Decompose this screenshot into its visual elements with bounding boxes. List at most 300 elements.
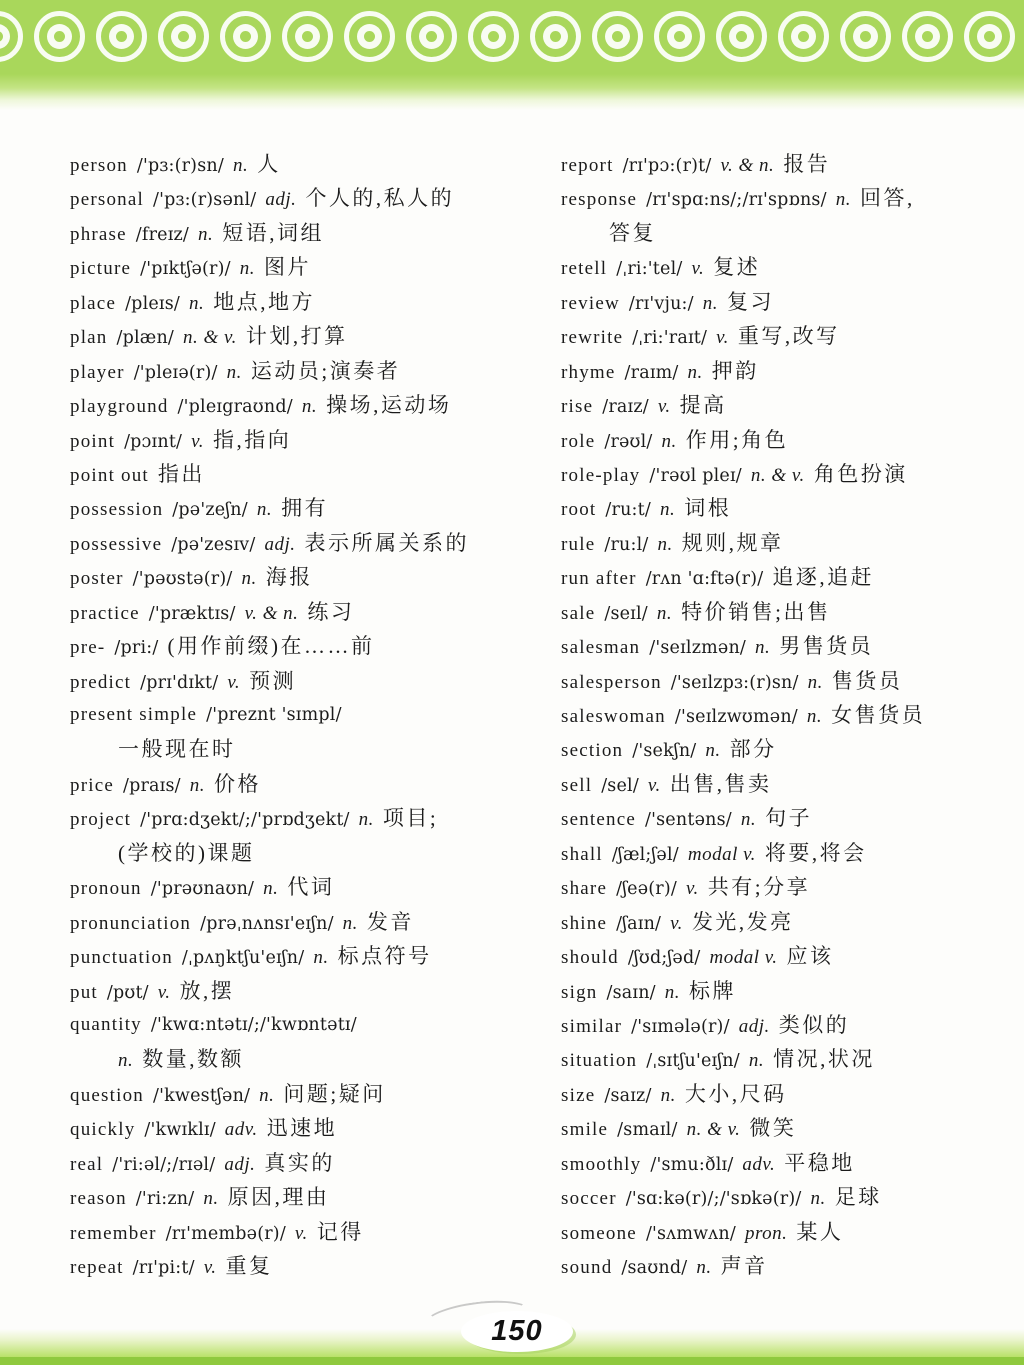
entry-pos: n. <box>189 292 205 314</box>
entry-word: quickly <box>70 1119 136 1141</box>
entry-meaning: 报告 <box>783 152 831 176</box>
entry-line <box>70 560 550 594</box>
entry-line <box>70 870 550 904</box>
entry-word: sell <box>561 774 593 796</box>
entry-pos: v. <box>657 396 671 418</box>
entry-meaning: 提高 <box>679 393 727 418</box>
entry-meaning: 代词 <box>287 875 335 900</box>
entry-meaning: 追逐,追赶 <box>772 565 875 590</box>
entry-meaning: 预测 <box>249 668 297 693</box>
entry-line <box>561 1180 1016 1214</box>
entry-word: sale <box>561 602 596 624</box>
entry-line <box>561 285 1016 319</box>
entry-line <box>70 1008 550 1042</box>
entry-line <box>70 423 550 457</box>
entry-phonetic: /'seɪlzmən/ <box>649 638 747 659</box>
entry-phonetic: /raɪm/ <box>624 362 679 383</box>
entry-line <box>561 629 1016 663</box>
entry-meaning: 女售货员 <box>831 703 926 727</box>
entry-pos: adj. <box>265 189 297 211</box>
entry-word: rise <box>561 396 594 418</box>
double-ring-icon <box>468 11 519 62</box>
entry-word: should <box>561 947 619 969</box>
entry-pos: adj. <box>224 1153 256 1175</box>
entry-phonetic: /ˌri:'raɪt/ <box>632 328 708 349</box>
entry-line <box>70 285 550 319</box>
entry-word: pronoun <box>70 878 142 900</box>
entry-phonetic: /rəʊl/ <box>604 431 653 452</box>
entry-phonetic: /freɪz/ <box>135 224 190 245</box>
double-ring-icon <box>34 11 85 62</box>
entry-meaning: 回答, <box>859 186 915 211</box>
entry-line <box>561 1077 1016 1111</box>
entry-line <box>561 1146 1016 1180</box>
entry-word: root <box>561 499 597 521</box>
entry-phonetic: /smaɪl/ <box>617 1120 678 1141</box>
entry-meaning: (学校的)课题 <box>118 840 255 865</box>
entry-meaning: 标点符号 <box>337 944 432 969</box>
entry-phonetic: /raɪz/ <box>602 397 649 418</box>
entry-continuation-line <box>70 732 550 766</box>
entry-pos: pron. <box>744 1222 788 1244</box>
entry-word: possession <box>70 499 164 521</box>
entry-word: place <box>70 292 117 314</box>
entry-line <box>70 216 550 250</box>
entry-phonetic: /'pɜ:(r)sənl/ <box>152 190 257 211</box>
entry-line <box>70 491 550 525</box>
double-ring-icon <box>902 11 953 62</box>
entry-word: real <box>70 1153 104 1175</box>
glossary-column-left <box>70 147 550 1283</box>
entry-word: pronunciation <box>70 912 192 934</box>
entry-phonetic: /'sɑ:kə(r)/;/'sɒkə(r)/ <box>625 1189 802 1210</box>
entry-phonetic: /sel/ <box>601 775 639 796</box>
entry-continuation-line <box>70 1042 550 1076</box>
entry-meaning: 拥有 <box>281 496 329 521</box>
entry-phonetic: /'rəʊl pleɪ/ <box>649 465 742 486</box>
entry-line <box>70 388 550 422</box>
entry-word: present simple <box>70 704 198 725</box>
entry-line <box>70 319 550 353</box>
entry-word: project <box>70 809 132 831</box>
ring-center <box>233 24 258 49</box>
entry-meaning: 标牌 <box>689 978 737 1003</box>
entry-word: salesman <box>561 637 641 659</box>
entry-line <box>70 1249 550 1283</box>
entry-word: point out <box>70 464 149 486</box>
entry-pos: n. <box>256 499 273 521</box>
entry-meaning: 指出 <box>157 461 205 486</box>
entry-meaning: 答复 <box>609 220 656 245</box>
entry-line <box>561 457 1016 491</box>
entry-pos: n. <box>203 1188 219 1210</box>
entry-meaning: 情况,状况 <box>773 1047 875 1072</box>
entry-phonetic: /rɪ'pi:t/ <box>132 1258 195 1278</box>
entry-line <box>70 1215 550 1249</box>
entry-phonetic: /saʊnd/ <box>621 1258 688 1278</box>
double-ring-icon <box>592 11 643 62</box>
entry-line <box>70 526 550 560</box>
double-ring-icon <box>282 11 333 62</box>
entry-meaning: 运动员;演奏者 <box>250 358 401 383</box>
entry-meaning: 售货员 <box>831 668 903 693</box>
entry-word: plan <box>70 327 108 349</box>
double-ring-icon <box>530 11 581 62</box>
entry-meaning: 数量,数额 <box>142 1047 244 1072</box>
entry-pos: v. <box>294 1222 308 1244</box>
entry-line <box>561 698 1016 732</box>
entry-word: saleswoman <box>561 706 666 727</box>
entry-word: rewrite <box>561 327 624 349</box>
entry-pos: n. <box>835 189 851 211</box>
entry-word: price <box>70 774 114 796</box>
entry-pos: n. <box>806 706 823 727</box>
entry-meaning: (用作前缀)在……前 <box>167 634 375 659</box>
entry-word: sign <box>561 981 598 1003</box>
entry-pos: adv. <box>224 1119 258 1141</box>
entry-pos: n. <box>263 878 279 900</box>
entry-phonetic: /'kwɪklɪ/ <box>144 1120 216 1141</box>
entry-word: soccer <box>561 1188 617 1210</box>
entry-meaning: 共有;分享 <box>707 875 811 900</box>
ring-center <box>853 24 878 49</box>
ring-center <box>543 24 568 49</box>
ring-center <box>171 24 196 49</box>
entry-meaning: 发音 <box>366 909 414 934</box>
entry-pos: modal v. <box>709 947 778 969</box>
entry-line <box>561 1008 1016 1042</box>
entry-meaning: 真实的 <box>264 1150 335 1175</box>
entry-pos: n. <box>198 223 214 245</box>
entry-pos: n. & v. <box>750 464 805 486</box>
entry-line <box>561 732 1016 766</box>
double-ring-icon <box>964 11 1015 62</box>
bottom-edge-strip <box>0 1357 1024 1365</box>
entry-pos: v. <box>191 430 204 452</box>
entry-word: role <box>561 430 596 452</box>
ring-center <box>295 24 320 49</box>
entry-pos: v. <box>716 327 729 349</box>
entry-pos: n. <box>259 1084 275 1106</box>
entry-word: share <box>561 878 608 900</box>
entry-meaning: 部分 <box>729 737 777 762</box>
entry-pos: n. <box>226 361 242 383</box>
entry-pos: n. <box>301 396 318 418</box>
top-decorative-border <box>0 0 1024 110</box>
entry-word: section <box>561 740 624 762</box>
entry-phonetic: /ˌsɪtʃu'eɪʃn/ <box>646 1051 740 1072</box>
entry-pos: adv. <box>742 1153 776 1175</box>
entry-line <box>70 974 550 1008</box>
entry-pos: adj. <box>738 1015 770 1037</box>
entry-phonetic: /'seɪlzpɜ:(r)sn/ <box>670 672 799 693</box>
entry-phonetic: /seɪl/ <box>604 603 648 624</box>
entry-phonetic: /saɪz/ <box>604 1085 652 1106</box>
double-ring-icon <box>654 11 705 62</box>
double-ring-icon <box>840 11 891 62</box>
entry-word: size <box>561 1084 596 1106</box>
entry-word: situation <box>561 1050 638 1072</box>
entry-word: pre- <box>70 637 106 659</box>
entry-pos: n. <box>740 809 757 831</box>
ring-center <box>791 24 816 49</box>
ring-center <box>605 24 630 49</box>
entry-pos: n. <box>660 1084 676 1106</box>
entry-phonetic: /'kwɑ:ntətɪ/;/'kwɒntətɪ/ <box>150 1014 357 1035</box>
entry-word: smoothly <box>561 1153 642 1175</box>
entry-pos: n. <box>702 292 719 314</box>
entry-meaning: 迅速地 <box>266 1116 338 1141</box>
entry-line <box>561 939 1016 973</box>
entry-line <box>561 319 1016 353</box>
entry-line <box>70 1180 550 1214</box>
entry-meaning: 某人 <box>796 1219 844 1244</box>
ring-center <box>47 24 72 49</box>
double-ring-icon <box>220 11 271 62</box>
entry-word: punctuation <box>70 947 173 969</box>
entry-line <box>561 595 1016 629</box>
entry-line <box>70 698 550 732</box>
entry-word: quantity <box>70 1013 142 1035</box>
entry-pos: v. <box>685 878 699 900</box>
entry-word: sentence <box>561 809 637 831</box>
entry-word: question <box>70 1084 144 1106</box>
entry-meaning: 足球 <box>834 1185 882 1210</box>
entry-meaning: 人 <box>257 152 281 176</box>
entry-meaning: 问题;疑问 <box>283 1081 386 1106</box>
entry-meaning: 男售货员 <box>779 634 874 659</box>
entry-meaning: 项目; <box>382 806 439 831</box>
entry-meaning: 海报 <box>265 565 313 590</box>
entry-meaning: 重复 <box>225 1254 273 1278</box>
entry-word: response <box>561 189 638 211</box>
entry-meaning: 个人的,私人的 <box>305 186 455 211</box>
entry-pos: v. <box>203 1257 217 1278</box>
entry-word: role-play <box>561 464 641 486</box>
entry-pos: modal v. <box>687 843 756 865</box>
entry-line <box>70 905 550 939</box>
entry-phonetic: /'seɪlzwʊmən/ <box>674 707 798 727</box>
entry-meaning: 作用;角色 <box>685 427 789 452</box>
ring-center <box>109 24 134 49</box>
entry-meaning: 特价销售;出售 <box>681 599 831 624</box>
entry-word: salesperson <box>561 671 662 693</box>
entry-word: review <box>561 292 620 314</box>
entry-line <box>70 1111 550 1145</box>
entry-meaning: 声音 <box>720 1254 768 1278</box>
entry-meaning: 大小,尺码 <box>684 1081 787 1106</box>
entry-line <box>561 1111 1016 1145</box>
entry-pos: n. & v. <box>183 327 237 349</box>
entry-word: personal <box>70 189 144 211</box>
glossary-column-right <box>561 147 1016 1283</box>
double-ring-icon <box>778 11 829 62</box>
entry-word: rhyme <box>561 361 616 383</box>
entry-phonetic: /prəˌnʌnsɪ'eɪʃn/ <box>200 913 334 934</box>
entry-line <box>561 801 1016 835</box>
entry-phonetic: /ʃeə(r)/ <box>616 879 677 900</box>
entry-meaning: 复述 <box>713 255 761 280</box>
entry-line <box>561 423 1016 457</box>
entry-pos: n. <box>810 1188 826 1210</box>
entry-line <box>70 1077 550 1111</box>
entry-phonetic: /rɪ'spɑ:ns/;/rɪ'spɒns/ <box>646 190 827 211</box>
entry-phonetic: /plæn/ <box>116 328 175 349</box>
entry-phonetic: /rɪ'pɔ:(r)t/ <box>622 156 712 176</box>
entry-line <box>561 354 1016 388</box>
entry-line <box>561 870 1016 904</box>
entry-line <box>561 1249 1016 1283</box>
entry-phonetic: /'pleɪgraʊnd/ <box>177 397 293 418</box>
entry-meaning: 表示所属关系的 <box>304 530 469 555</box>
double-ring-icon <box>716 11 767 62</box>
entry-meaning: 应该 <box>786 944 834 969</box>
ring-center <box>357 24 382 49</box>
entry-line <box>70 767 550 801</box>
entry-line <box>70 250 550 284</box>
entry-phonetic: /'ri:zn/ <box>135 1189 195 1210</box>
entry-phonetic: /'smu:ðlɪ/ <box>650 1154 734 1175</box>
entry-line <box>561 491 1016 525</box>
entry-phonetic: /ru:t/ <box>605 500 651 521</box>
entry-phonetic: /'præktɪs/ <box>148 603 236 624</box>
entry-phonetic: /rɪ'membə(r)/ <box>165 1223 286 1244</box>
entry-meaning: 类似的 <box>778 1012 850 1037</box>
entry-pos: n. <box>189 774 206 796</box>
entry-pos: n. <box>342 912 358 934</box>
entry-word: person <box>70 155 128 176</box>
entry-phonetic: /'prɑ:dʒekt/;/'prɒdʒekt/ <box>140 810 350 831</box>
entry-line <box>70 595 550 629</box>
entry-phonetic: /rɪ'vju:/ <box>628 293 694 314</box>
entry-line <box>561 526 1016 560</box>
entry-word: put <box>70 981 98 1003</box>
entry-meaning: 练习 <box>307 599 355 624</box>
entry-line <box>70 801 550 835</box>
entry-word: poster <box>70 568 124 590</box>
entry-phonetic: /prɪ'dɪkt/ <box>140 672 219 693</box>
entry-phonetic: /pleɪs/ <box>125 293 181 314</box>
entry-pos: n. <box>755 637 771 659</box>
entry-pos: v. <box>647 774 661 796</box>
entry-meaning: 短语,词组 <box>222 220 325 245</box>
entry-line <box>561 974 1016 1008</box>
ring-center <box>0 24 10 49</box>
double-ring-icon <box>96 11 147 62</box>
entry-meaning: 复习 <box>727 289 775 314</box>
entry-meaning: 一般现在时 <box>118 737 236 762</box>
entry-continuation-line <box>70 836 550 870</box>
entry-phonetic: /pʊt/ <box>106 982 149 1003</box>
entry-line <box>561 560 1016 594</box>
entry-meaning: 操场,运动场 <box>326 393 452 418</box>
entry-meaning: 图片 <box>263 255 311 280</box>
entry-phonetic: /'pɜ:(r)sn/ <box>136 156 224 176</box>
entry-phonetic: /pə'zeʃn/ <box>172 500 248 521</box>
page-number: 150 <box>491 1315 543 1347</box>
double-ring-icon <box>406 11 457 62</box>
entry-meaning: 角色扮演 <box>813 461 908 486</box>
entry-continuation-line <box>561 216 1016 250</box>
entry-pos: n. <box>661 430 677 452</box>
entry-meaning: 规则,规章 <box>681 530 784 555</box>
entry-phonetic: /'kwestʃən/ <box>153 1085 251 1106</box>
entry-pos: n. <box>696 1257 712 1278</box>
entry-phonetic: /'sekʃn/ <box>632 741 697 762</box>
entry-phonetic: /'prəʊnaʊn/ <box>150 879 255 900</box>
double-ring-icon <box>0 11 23 62</box>
ring-center <box>481 24 506 49</box>
entry-meaning: 指,指向 <box>212 427 292 452</box>
entry-phonetic: /'preznt 'sɪmpl/ <box>206 705 342 725</box>
entry-pos: n. & v. <box>686 1119 741 1141</box>
entry-word: phrase <box>70 223 127 245</box>
entry-word: run after <box>561 568 637 590</box>
entry-phonetic: /ʃʊd;ʃəd/ <box>627 948 701 969</box>
entry-phonetic: /'pəʊstə(r)/ <box>132 569 233 590</box>
entry-line <box>561 388 1016 422</box>
entry-phonetic: /saɪn/ <box>606 982 656 1003</box>
entry-pos: v. & n. <box>244 602 299 624</box>
entry-word: shall <box>561 843 603 865</box>
entry-line <box>561 905 1016 939</box>
entry-phonetic: /ˌri:'tel/ <box>616 259 683 280</box>
ring-center <box>915 24 940 49</box>
ring-center <box>419 24 444 49</box>
entry-meaning: 计划,打算 <box>245 324 348 349</box>
entry-pos: v. <box>157 981 171 1003</box>
entry-line <box>561 147 1016 181</box>
entry-line <box>70 181 550 215</box>
entry-line <box>70 147 550 181</box>
entry-meaning: 放,摆 <box>179 978 235 1003</box>
entry-word: predict <box>70 671 132 693</box>
entry-phonetic: /praɪs/ <box>122 775 181 796</box>
entry-pos: n. <box>241 568 257 590</box>
entry-word: practice <box>70 602 140 624</box>
entry-phonetic: /rʌn 'ɑ:ftə(r)/ <box>645 569 764 590</box>
entry-pos: n. <box>657 533 673 555</box>
entry-pos: v. & n. <box>720 155 775 176</box>
double-ring-icon <box>344 11 395 62</box>
entry-pos: n. <box>664 981 681 1003</box>
entry-pos: n. <box>358 809 374 831</box>
entry-pos: v. <box>227 671 241 693</box>
entry-word: shine <box>561 912 608 934</box>
entry-meaning: 微笑 <box>749 1116 797 1141</box>
entry-pos: adj. <box>264 533 296 555</box>
entry-word: retell <box>561 258 608 280</box>
entry-word: possessive <box>70 533 163 555</box>
entry-phonetic: /ru:l/ <box>604 534 649 555</box>
entry-pos: n. <box>748 1050 765 1072</box>
ring-center <box>667 24 692 49</box>
entry-meaning: 平稳地 <box>784 1150 855 1175</box>
entry-phonetic: /'sentəns/ <box>645 810 732 831</box>
entry-phonetic: /'ri:əl/;/rɪəl/ <box>112 1154 216 1175</box>
entry-word: repeat <box>70 1257 124 1278</box>
entry-meaning: 押韵 <box>711 358 759 383</box>
entry-word: rule <box>561 533 596 555</box>
entry-word: report <box>561 155 614 176</box>
entry-word: sound <box>561 1257 613 1278</box>
entry-line <box>561 1042 1016 1076</box>
entry-word: someone <box>561 1222 637 1244</box>
ring-center <box>729 24 754 49</box>
entry-meaning: 重写,改写 <box>737 324 840 349</box>
entry-phonetic: /'pleɪə(r)/ <box>133 362 218 383</box>
entry-phonetic: /'sɪmələ(r)/ <box>631 1016 730 1037</box>
